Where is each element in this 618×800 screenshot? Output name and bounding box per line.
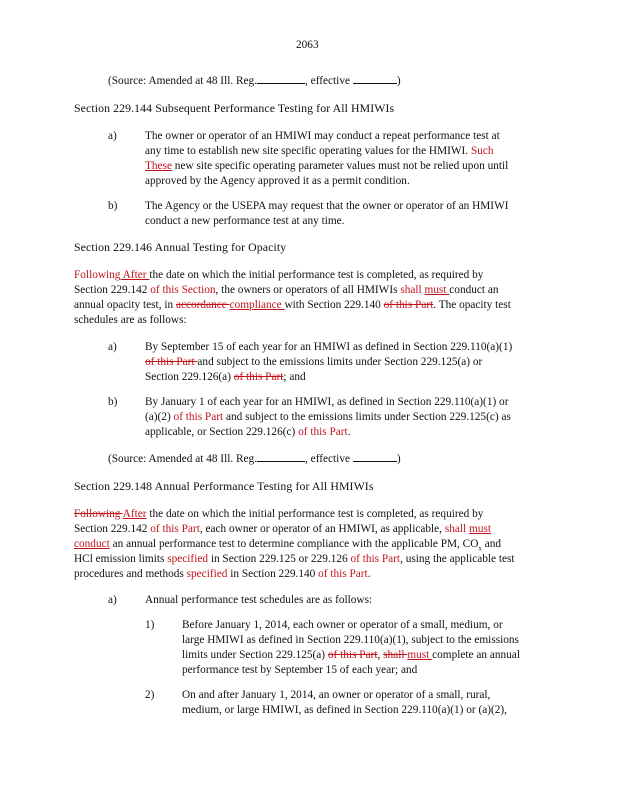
paragraph-line: The Agency or the USEPA may request that the owner or operator of an HMIWI: [145, 200, 509, 212]
paragraph-line: The owner or operator of an HMIWI may conduct a repeat performance test at: [145, 130, 500, 142]
item-label: a): [108, 341, 117, 353]
effective-blank: [353, 73, 397, 84]
paragraph-line: By January 1 of each year for an HMIWI, as defined in Section 229.110(a)(1) or: [145, 396, 509, 408]
paragraph-line: Annual performance test schedules are as follows:: [145, 594, 373, 606]
paragraph-line: Before January 1, 2014, each owner or operator of a small, medium, or: [182, 619, 503, 631]
paragraph-line: On and after January 1, 2014, an owner or operator of a small, rural,: [182, 689, 491, 701]
paragraph-line: of this Part and subject to the emissions limits under Section 229.125(a) or: [145, 356, 483, 368]
paragraph-line: By September 15 of each year for an HMIWI as defined in Section 229.110(a)(1): [145, 341, 513, 353]
paragraph-line: performance test by September 15 of each year; and: [182, 664, 418, 676]
paragraph-line: (a)(2) of this Part and subject to the emissions limits under Section 229.125(c) as: [145, 411, 511, 423]
section-heading: Section 229.146 Annual Testing for Opacity: [74, 240, 287, 254]
paragraph-line: schedules are as follows:: [74, 314, 187, 326]
paragraph-line: HCl emission limits specified in Section 229.125 or 229.126 of this Part, using the applicable test: [74, 553, 515, 565]
page-number: 2063: [296, 39, 319, 51]
paragraph-line: Following After the date on which the initial performance test is completed, as required by: [74, 269, 484, 281]
paragraph-line: conduct an annual performance test to determine compliance with the applicable PM, $CO_x$ and: [74, 538, 502, 553]
section-heading: Section 229.148 Annual Performance Testing for All HMIWIs: [74, 479, 374, 493]
paragraph-line: These new site specific operating parameter values must not be relied upon until: [145, 160, 509, 172]
paragraph-line: medium, or large HMIWI, as defined in Section 229.110(a)(1) or (a)(2),: [182, 704, 507, 716]
register-blank: [257, 451, 305, 462]
paragraph-line: Section 229.142 of this Section, the owners or operators of all HMIWIs shall must conduct an: [74, 284, 499, 296]
paragraph-line: large HMIWI as defined in Section 229.110(a)(1), subject to the emissions: [182, 634, 519, 646]
item-label: a): [108, 130, 117, 142]
paragraph-line: Section 229.142 of this Part, each owner or operator of an HMIWI, as applicable, shall must: [74, 523, 491, 535]
source-note: (Source: Amended at 48 Ill. Reg. , effective ): [108, 75, 401, 87]
paragraph-line: procedures and methods specified in Section 229.140 of this Part.: [74, 568, 371, 580]
source-note: (Source: Amended at 48 Ill. Reg. , effective ): [108, 453, 401, 465]
item-label: a): [108, 594, 117, 606]
paragraph-line: limits under Section 229.125(a) of this Part, shall must complete an annual: [182, 649, 520, 661]
paragraph-line: any time to establish new site specific operating values for the HMIWI. Such: [145, 145, 494, 157]
paragraph-line: approved by the Agency approved it as a permit condition.: [145, 175, 410, 187]
register-blank: [257, 73, 305, 84]
item-label: 2): [145, 689, 155, 701]
paragraph-line: conduct a new performance test at any time.: [145, 215, 345, 227]
item-label: 1): [145, 619, 155, 631]
paragraph-line: Following After the date on which the initial performance test is completed, as required by: [74, 508, 484, 520]
section-heading: Section 229.144 Subsequent Performance Testing for All HMIWIs: [74, 101, 395, 115]
paragraph-line: Section 229.126(a) of this Part; and: [145, 371, 306, 383]
paragraph-line: annual opacity test, in accordance compliance with Section 229.140 of this Part. The opacity test: [74, 299, 511, 311]
effective-blank: [353, 451, 397, 462]
paragraph-line: applicable, or Section 229.126(c) of this Part.: [145, 426, 351, 438]
item-label: b): [108, 200, 118, 212]
item-label: b): [108, 396, 118, 408]
